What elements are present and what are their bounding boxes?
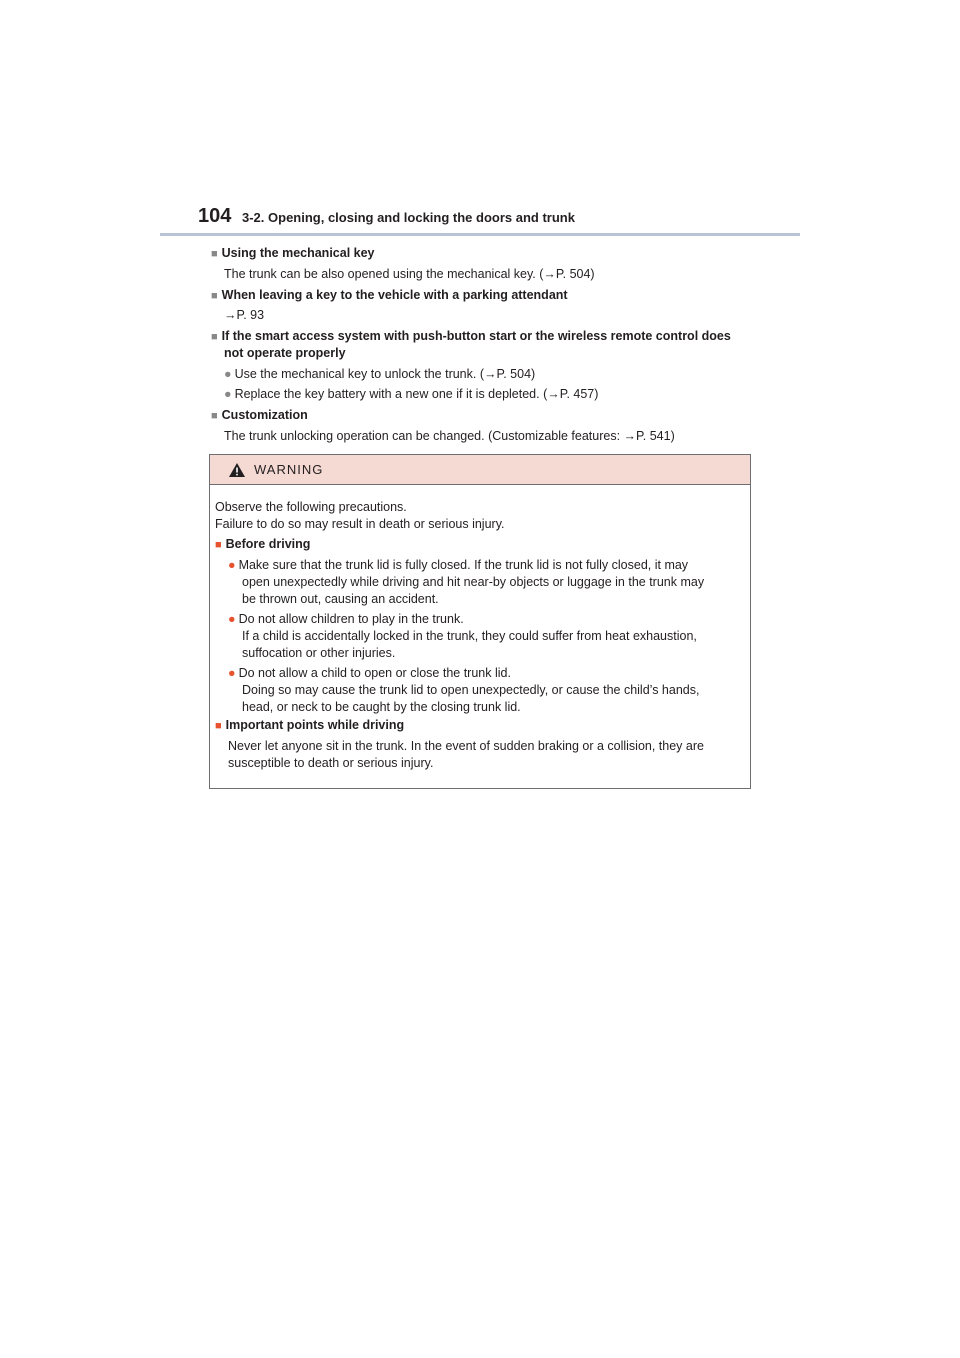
circle-bullet-icon: ● [228,612,236,626]
list-item-cont: be thrown out, causing an accident. [242,592,439,606]
list-item: ● Make sure that the trunk lid is fully closed. If the trunk lid is not fully closed, it may [228,558,689,572]
circle-bullet-icon: ● [224,367,232,381]
warning-header [210,455,750,485]
warning-heading-before-driving: ■ Before driving [215,537,311,551]
list-item: ● Use the mechanical key to unlock the trunk. (→P. 504) [224,367,536,381]
section-text-mechanical-key: The trunk can be also opened using the mechanical key. (→P. 504) [224,267,595,281]
square-bullet-icon: ■ [211,290,218,302]
list-item-cont: If a child is accidentally locked in the trunk, they could suffer from heat exhaustion, [242,629,697,643]
section-text-parking-attendant: →P. 93 [224,308,265,322]
warning-triangle-icon [229,463,245,477]
list-item-cont: Doing so may cause the trunk lid to open unexpectedly, or cause the child’s hands, [242,683,700,697]
section-text-customization: The trunk unlocking operation can be changed. (Customizable features: →P. 541) [224,429,675,443]
circle-bullet-icon: ● [224,387,232,401]
header-rule [160,233,800,236]
warning-title: WARNING [254,462,324,477]
list-item: ● Do not allow a child to open or close the trunk lid. [228,666,511,680]
section-heading-not-operate-cont: not operate properly [224,346,346,360]
page-number: 104 [198,205,232,227]
section-heading-mechanical-key: ■ Using the mechanical key [211,246,375,260]
list-item-cont: open unexpectedly while driving and hit near-by objects or luggage in the trunk may [242,575,705,589]
warning-important-line1: Never let anyone sit in the trunk. In the event of sudden braking or a collision, they are [228,739,704,753]
square-bullet-icon: ■ [211,248,218,260]
list-item: ● Do not allow children to play in the trunk. [228,612,464,626]
chapter-title: 3-2. Opening, closing and locking the doors and trunk [242,210,575,225]
list-item: ● Replace the key battery with a new one if it is depleted. (→P. 457) [224,387,599,401]
list-item-cont: head, or neck to be caught by the closing trunk lid. [242,700,521,714]
warning-important-line2: susceptible to death or serious injury. [228,756,434,770]
warning-box [209,454,751,789]
section-heading-parking-attendant: ■ When leaving a key to the vehicle with a parking attendant [211,288,568,302]
square-bullet-icon: ■ [215,720,222,732]
section-heading-customization: ■ Customization [211,408,308,422]
section-heading-not-operate: ■ If the smart access system with push-button start or the wireless remote control does [211,329,731,343]
page-header [198,203,800,235]
warning-intro-line1: Observe the following precautions. [215,500,407,514]
circle-bullet-icon: ● [228,558,236,572]
square-bullet-icon: ■ [211,331,218,343]
warning-intro-line2: Failure to do so may result in death or serious injury. [215,517,505,531]
circle-bullet-icon: ● [228,666,236,680]
list-item-cont: suffocation or other injuries. [242,646,396,660]
square-bullet-icon: ■ [215,539,222,551]
warning-heading-important-points: ■ Important points while driving [215,718,405,732]
square-bullet-icon: ■ [211,410,218,422]
